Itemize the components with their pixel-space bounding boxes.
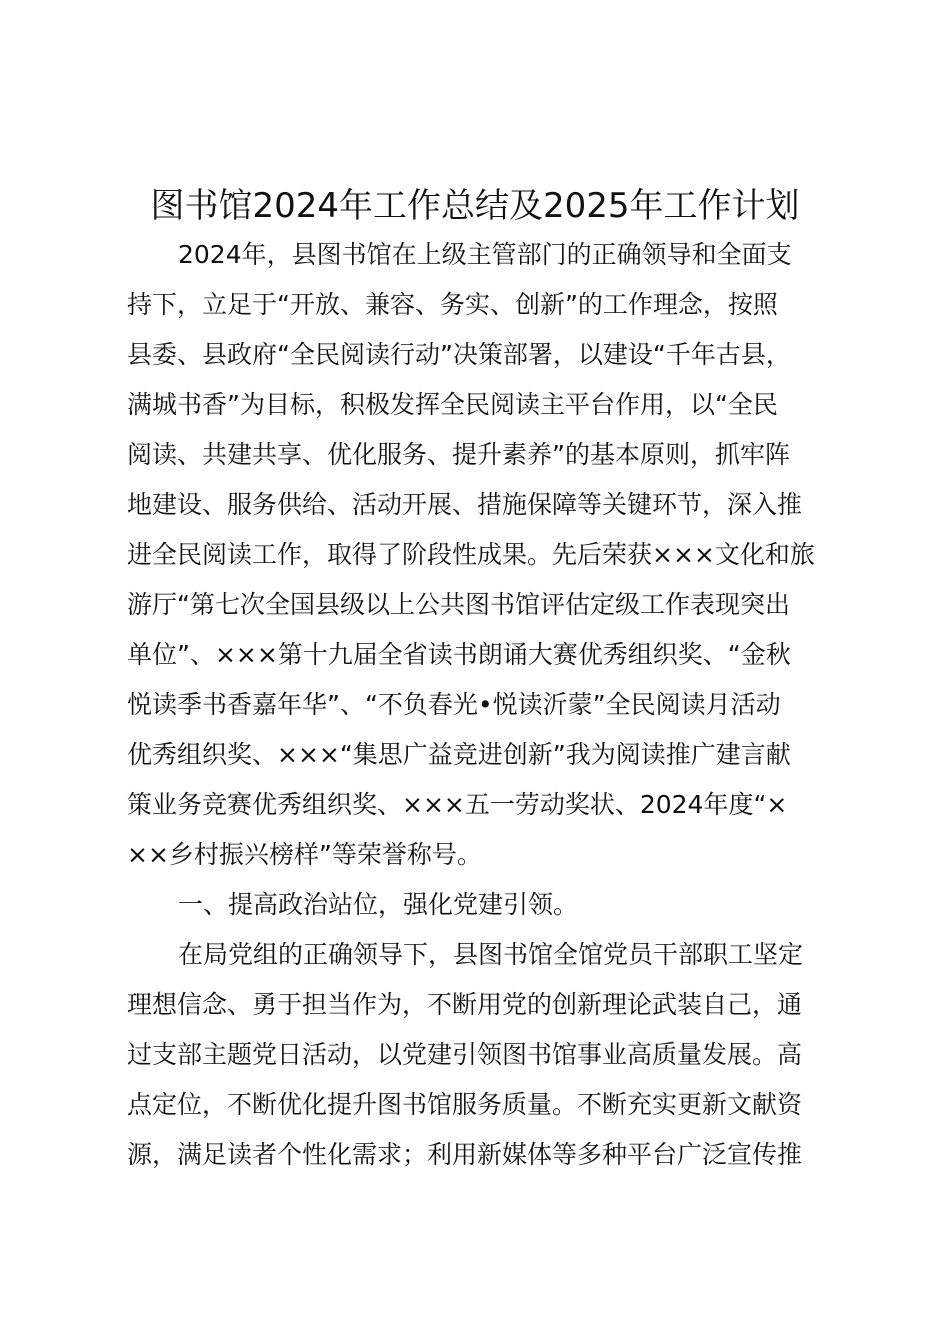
paragraph-line: 县委、县政府“全民阅读行动”决策部署，以建设“千年古县， (127, 340, 791, 369)
paragraph-line: 理想信念、勇于担当作为，不断用党的创新理论武装自己，通 (127, 990, 803, 1019)
paragraph-line: 点定位，不断优化提升图书馆服务质量。不断充实更新文献资 (127, 1090, 803, 1119)
paragraph-line: 源，满足读者个性化需求；利用新媒体等多种平台广泛宣传推 (127, 1140, 803, 1169)
section-heading: 一、提高政治站位，强化党建引领。 (178, 890, 579, 919)
paragraph-line: 持下，立足于“开放、兼容、务实、创新”的工作理念，按照 (127, 290, 778, 319)
paragraph-line: 游厅“第七次全国县级以上公共图书馆评估定级工作表现突出 (127, 590, 790, 619)
paragraph-line: 满城书香”为目标，积极发挥全民阅读主平台作用，以“全民 (127, 390, 778, 419)
paragraph-line: 2024年，县图书馆在上级主管部门的正确领导和全面支 (178, 240, 792, 269)
paragraph-line: 过支部主题党日活动，以党建引领图书馆事业高质量发展。高 (127, 1040, 803, 1069)
paragraph-line: 阅读、共建共享、优化服务、提升素养”的基本原则，抓牢阵 (127, 440, 790, 469)
document-title: 图书馆2024年工作总结及2025年工作计划 (150, 186, 800, 226)
paragraph-line: 单位”、×××第十九届全省读书朗诵大赛优秀组织奖、“金秋 (127, 640, 791, 669)
paragraph-line: ××乡村振兴榜样”等荣誉称号。 (127, 840, 482, 869)
paragraph-line: 在局党组的正确领导下，县图书馆全馆党员干部职工坚定 (178, 940, 804, 969)
paragraph-line: 进全民阅读工作，取得了阶段性成果。先后荣获×××文化和旅 (127, 540, 815, 569)
paragraph-line: 策业务竞赛优秀组织奖、×××五一劳动奖状、2024年度“× (127, 790, 788, 819)
paragraph-line: 悦读季书香嘉年华”、“不负春光•悦读沂蒙”全民阅读月活动 (127, 690, 781, 719)
paragraph-line: 地建设、服务供给、活动开展、措施保障等关键环节，深入推 (127, 490, 803, 519)
paragraph-line: 优秀组织奖、×××“集思广益竞进创新”我为阅读推广建言献 (127, 740, 791, 769)
